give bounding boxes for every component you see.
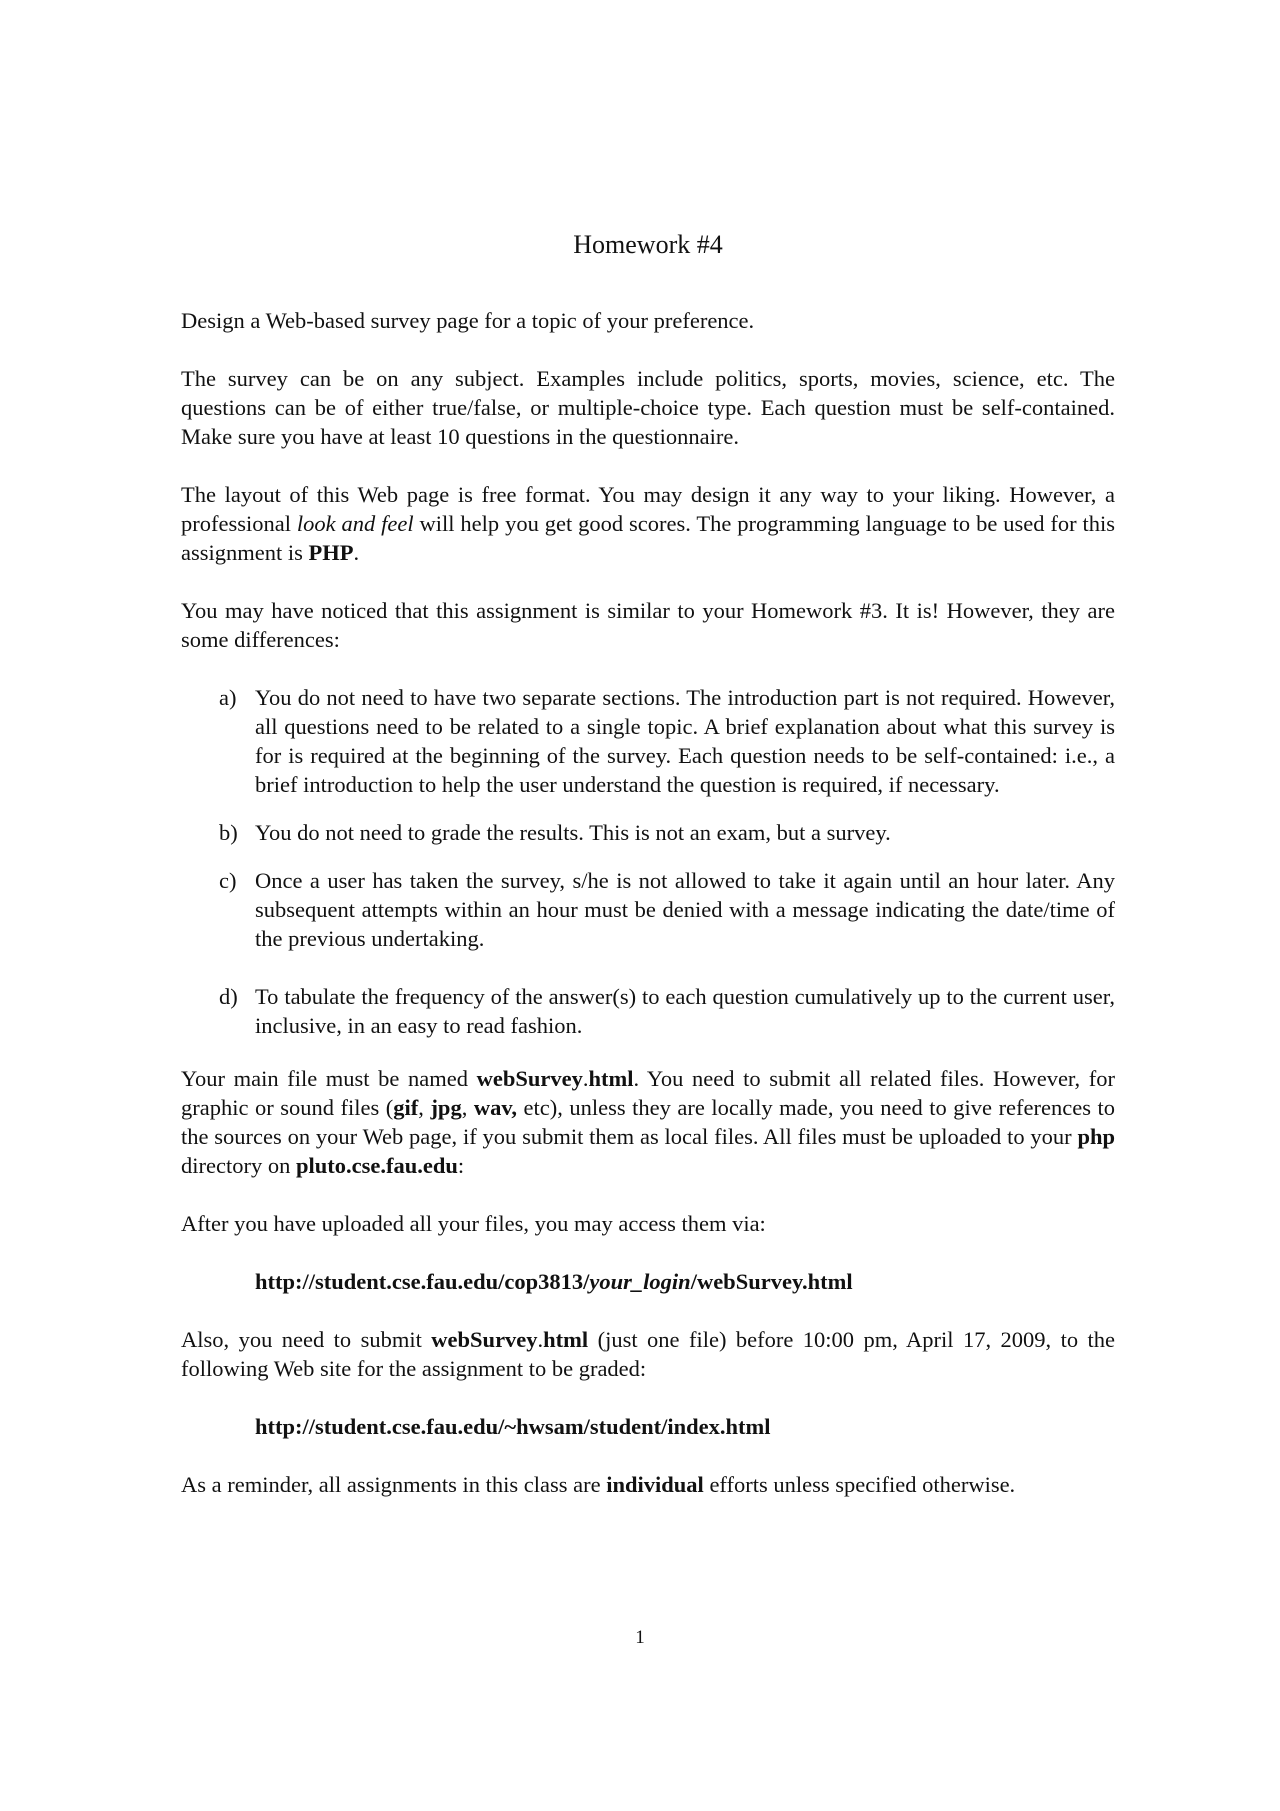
page-number: 1	[635, 1627, 645, 1648]
files-text: etc), unless they are locally made, you need to give references to the sources on your Web page, if you submit them as local files. All files must be uploaded to your	[181, 1095, 1116, 1149]
list-marker: b)	[219, 820, 238, 845]
reminder-text: efforts unless specified otherwise.	[703, 1472, 1016, 1497]
server-name-bold: pluto.cse.fau.edu	[295, 1153, 458, 1178]
layout-text-1: The layout of this Web page is free format. You may design it any way to your liking. However, a professional	[181, 482, 1115, 536]
look-and-feel-emphasis: look and feel	[296, 511, 414, 536]
files-text: ,	[418, 1095, 431, 1120]
files-text: .	[582, 1066, 589, 1091]
similar-paragraph: You may have noticed that this assignment is similar to your Homework #3. It is! However, they are some differences:	[181, 598, 1115, 652]
main-file-ext-bold: html	[588, 1066, 634, 1091]
submit-text: Also, you need to submit	[181, 1327, 432, 1352]
list-item-text: You do not need to have two separate sections. The introduction part is not required. However, all questions need to be related to a single topic. A brief explanation about what this survey is for is required at the beginning of the survey. Each question needs to be self-contained: i.e., a brief introduction to help the user understand the question is required, if necessary.	[255, 685, 1115, 797]
gif-bold: gif	[393, 1095, 419, 1120]
access-url-login: your_login	[589, 1269, 691, 1294]
list-item	[181, 818, 1115, 847]
layout-paragraph	[181, 480, 1115, 567]
list-item	[181, 866, 1115, 953]
page-title: Homework #4	[573, 230, 723, 259]
access-url[interactable]	[255, 1267, 1115, 1296]
list-item-text: Once a user has taken the survey, s/he is not allowed to take it again until an hour later. Any subsequent attempts within an hour must be denied with a message indicating the date/time of the previous undertaking.	[255, 868, 1115, 951]
list-item-text: To tabulate the frequency of the answer(s) to each question cumulatively up to the current user, inclusive, in an easy to read fashion.	[255, 984, 1115, 1038]
reminder-text: As a reminder, all assignments in this class are	[181, 1472, 607, 1497]
list-marker: a)	[219, 685, 237, 710]
files-paragraph	[181, 1064, 1115, 1180]
list-marker: c)	[219, 868, 237, 893]
list-item	[181, 683, 1115, 799]
files-text: directory on	[181, 1153, 296, 1178]
document-body	[181, 228, 1115, 1528]
access-url-prefix: http://student.cse.fau.edu/cop3813/	[255, 1269, 590, 1294]
files-text: . You need to submit all related files. However, for graphic or sound files (	[181, 1066, 1115, 1120]
php-directory-bold: php	[1077, 1124, 1115, 1149]
submit-file-ext-bold: html	[543, 1327, 589, 1352]
submit-text: .	[537, 1327, 544, 1352]
main-file-name-bold: webSurvey	[476, 1066, 583, 1091]
submit-text: (just one file) before 10:00 pm, April 17, 2009, to the following Web site for the assignment to be graded:	[181, 1327, 1115, 1381]
reminder-paragraph	[181, 1470, 1115, 1499]
access-url-suffix: /webSurvey.html	[690, 1269, 853, 1294]
submit-file-name-bold: webSurvey	[431, 1327, 538, 1352]
intro-paragraph: Design a Web-based survey page for a topic of your preference.	[181, 308, 755, 333]
php-language-bold: PHP	[308, 540, 354, 565]
submit-paragraph	[181, 1325, 1115, 1383]
list-item	[181, 982, 1115, 1040]
list-marker: d)	[219, 984, 238, 1009]
files-text: :	[457, 1153, 465, 1178]
files-text: Your main file must be named	[181, 1066, 477, 1091]
layout-text-3: .	[353, 540, 360, 565]
jpg-bold: jpg	[430, 1095, 462, 1120]
differences-list	[181, 683, 1115, 1040]
list-item-text: You do not need to grade the results. This is not an exam, but a survey.	[255, 820, 891, 845]
files-text: ,	[461, 1095, 474, 1120]
wav-bold: wav,	[473, 1095, 517, 1120]
layout-text-2: will help you get good scores. The programming language to be used for this assignment is	[181, 511, 1115, 565]
submit-url[interactable]: http://student.cse.fau.edu/~hwsam/student/index.html	[255, 1414, 771, 1439]
access-paragraph: After you have uploaded all your files, you may access them via:	[181, 1211, 766, 1236]
subject-paragraph: The survey can be on any subject. Examples include politics, sports, movies, science, etc. The questions can be of either true/false, or multiple-choice type. Each question must be self-contained. Make sure you have at least 10 questions in the questionnaire.	[181, 366, 1115, 449]
individual-bold: individual	[606, 1472, 704, 1497]
